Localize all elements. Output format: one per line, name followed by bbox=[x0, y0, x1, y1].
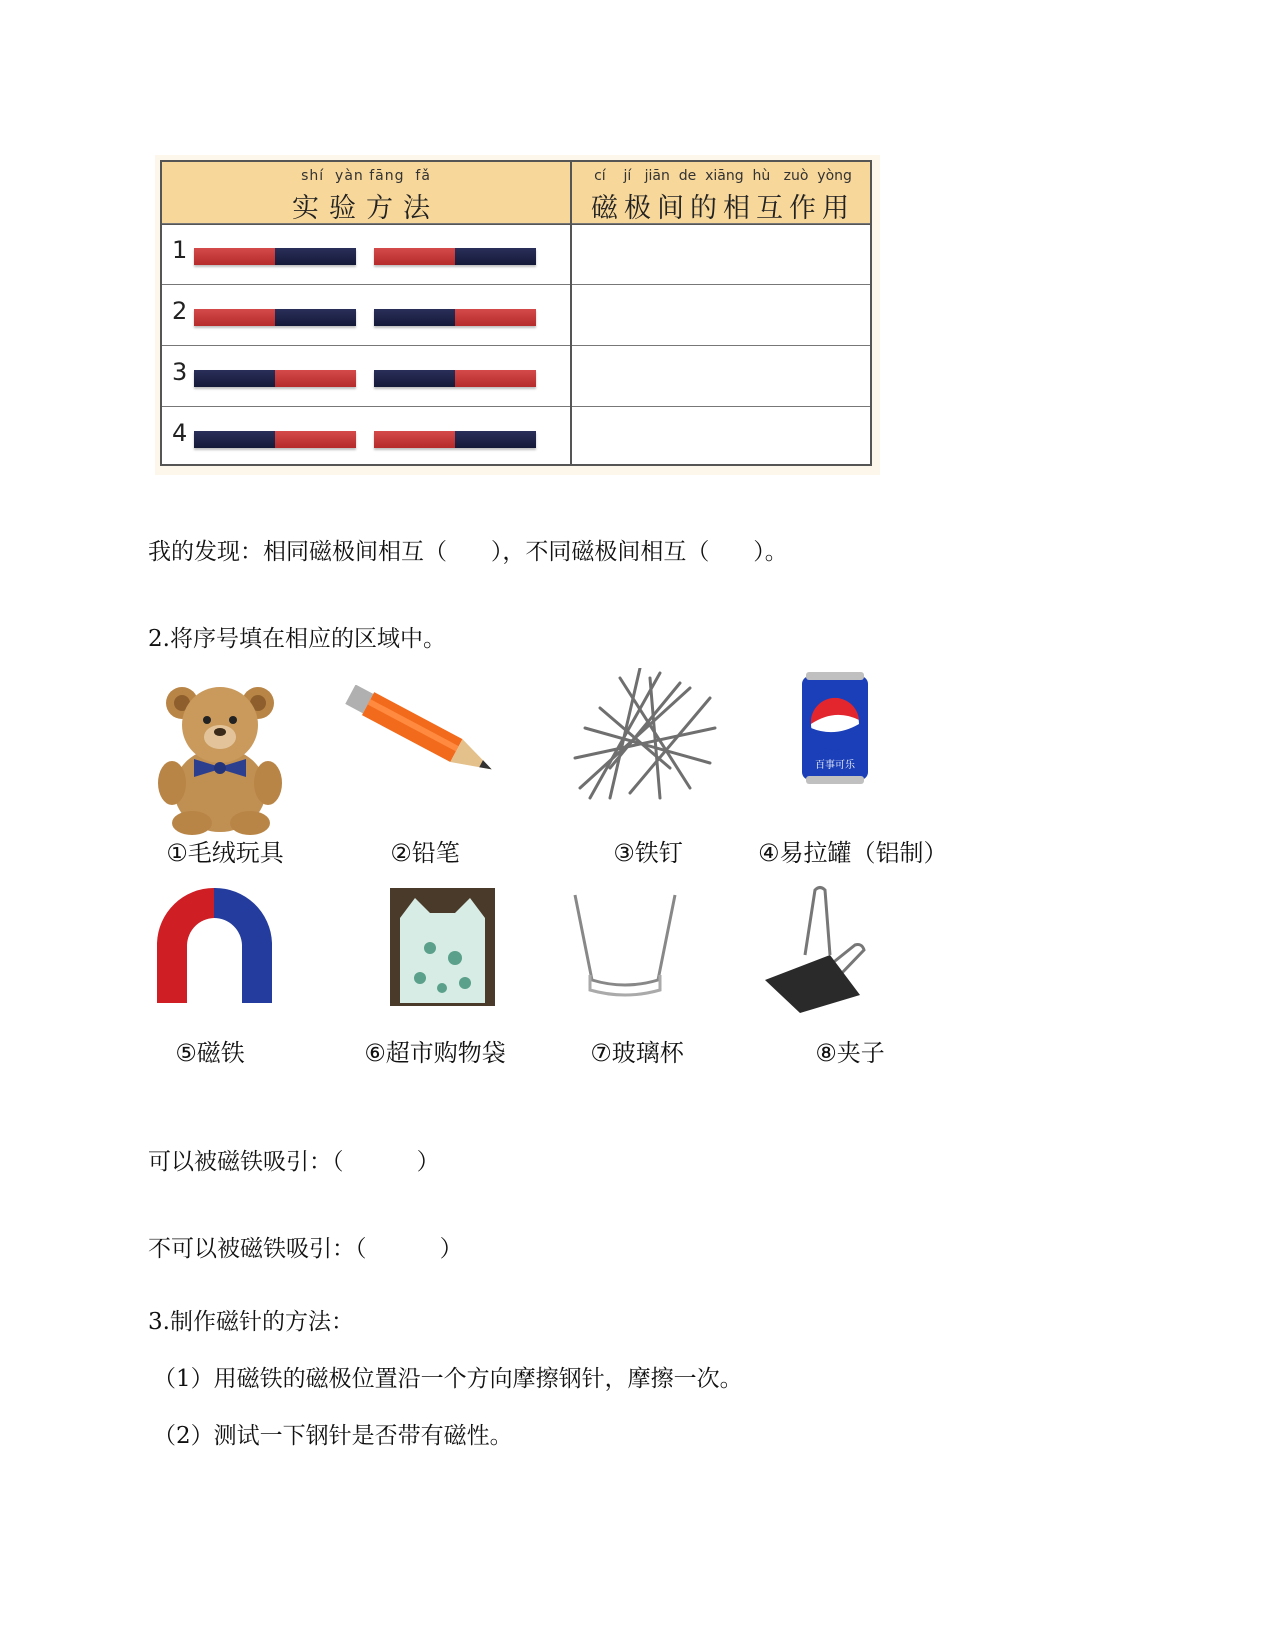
row-number: 1 bbox=[172, 236, 188, 264]
bar-magnet bbox=[194, 370, 356, 387]
row-number: 3 bbox=[172, 358, 188, 386]
header-method bbox=[162, 162, 570, 223]
header-method-text: 实验方法 bbox=[292, 193, 440, 224]
item-label: ①毛绒玩具 bbox=[166, 839, 284, 867]
table-header bbox=[162, 162, 870, 225]
bar-magnet bbox=[374, 309, 536, 326]
cannot-attract-label: 不可以被磁铁吸引：（ ） bbox=[148, 1236, 463, 1262]
bar-magnet bbox=[374, 370, 536, 387]
item-label: ②铅笔 bbox=[390, 839, 460, 867]
experiment-table bbox=[155, 155, 880, 475]
item-label: ⑥超市购物袋 bbox=[364, 1039, 506, 1067]
question-3-title: 3.制作磁针的方法： bbox=[148, 1309, 354, 1335]
table-row bbox=[162, 223, 870, 285]
bar-magnet bbox=[194, 309, 356, 326]
answer-cell[interactable] bbox=[574, 285, 870, 345]
answer-cell[interactable] bbox=[574, 407, 870, 467]
column-divider bbox=[570, 162, 572, 464]
item-label: ⑧夹子 bbox=[815, 1039, 885, 1067]
can-logo-text: 百事可乐 bbox=[815, 760, 855, 771]
pencil-icon bbox=[340, 685, 510, 785]
item-label: ③铁钉 bbox=[613, 839, 683, 867]
item-label: ④易拉罐（铝制） bbox=[758, 839, 948, 867]
header-method-pinyin: shí yàn fāng fǎ bbox=[301, 168, 431, 184]
question-3-step-1: （1）用磁铁的磁极位置沿一个方向摩擦钢针，摩擦一次。 bbox=[153, 1366, 743, 1392]
bar-magnet bbox=[374, 248, 536, 265]
item-label: ⑤磁铁 bbox=[175, 1039, 245, 1067]
question-3-step-2: （2）测试一下钢针是否带有磁性。 bbox=[153, 1423, 513, 1449]
row-number: 4 bbox=[172, 419, 188, 447]
bar-magnet bbox=[374, 431, 536, 448]
table-row bbox=[162, 345, 870, 407]
bar-magnet bbox=[194, 431, 356, 448]
answer-cell[interactable] bbox=[574, 224, 870, 284]
glass-cup-icon bbox=[570, 890, 680, 1000]
can-attract-label: 可以被磁铁吸引：（ ） bbox=[148, 1149, 440, 1175]
table-grid bbox=[160, 160, 872, 466]
table-row bbox=[162, 406, 870, 468]
item-label: ⑦玻璃杯 bbox=[590, 1039, 684, 1067]
binder-clip-icon bbox=[760, 885, 880, 1015]
question-2-title: 2.将序号填在相应的区域中。 bbox=[148, 626, 446, 652]
table-row bbox=[162, 284, 870, 346]
iron-nails-icon bbox=[570, 668, 720, 803]
teddy-bear-icon bbox=[150, 675, 290, 835]
answer-cell[interactable] bbox=[574, 346, 870, 406]
finding-text: 我的发现：相同磁极间相互（ ），不同磁极间相互（ ）。 bbox=[148, 539, 788, 565]
horseshoe-magnet-icon bbox=[147, 883, 282, 1008]
soda-can-icon bbox=[800, 672, 870, 784]
header-effect-pinyin: cí jí jiān de xiāng hù zuò yòng bbox=[594, 168, 852, 184]
bar-magnet bbox=[194, 248, 356, 265]
shopping-bag-icon bbox=[390, 888, 495, 1006]
row-number: 2 bbox=[172, 297, 188, 325]
header-effect-text: 磁极间的相互作用 bbox=[591, 193, 855, 224]
header-effect bbox=[572, 162, 874, 223]
